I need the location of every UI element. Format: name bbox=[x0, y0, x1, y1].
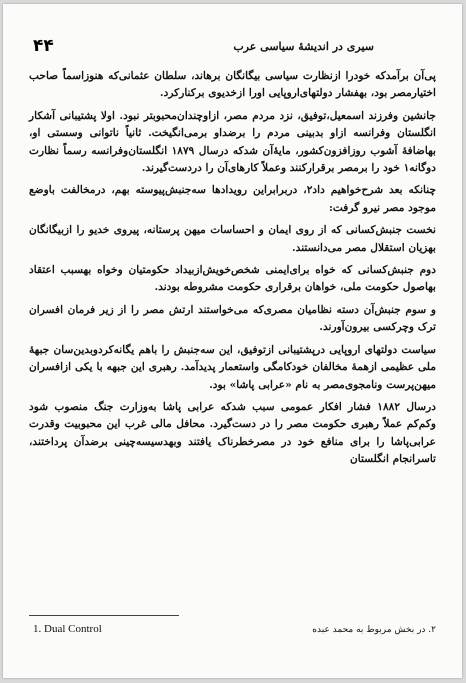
footnote-2: ۲. در بخش مربوط به محمد عبده bbox=[312, 625, 436, 635]
paragraph: نخست جنبش‌کسانی که از روی ایمان و احساسات میهن‌ پرستانه، پیروی خدیو را ازبیگانگان بهزیان استقلال مصر می‌دانستند. bbox=[29, 224, 436, 254]
paragraph: چنانکه بعد شرح‌خواهیم داد۲، دربرابراین رویدادها سه‌جنبش‌پیوسته بهم، درمخالفت باوضع موجود مصر نیرو گرفت: bbox=[29, 184, 437, 214]
paragraph: دوم جنبش‌کسانی که خواه برای‌ایمنی شخص‌خویش‌ازبیداد حکومتیان وخواه بهسبب اعتقاد بهاصول حکومت ملی، خواهان برقراری حکومت مشروطه بودند. bbox=[29, 264, 436, 294]
page-number: ۴۴ bbox=[33, 36, 54, 56]
running-title: سیری در اندیشهٔ سیاسی عرب bbox=[233, 40, 374, 53]
paragraph: جانشین وفرزند اسمعیل،توفیق، نزد مردم مصر، ازاوچندان‌محبوبتر نبود. اولا پشتیبانی آشکار انگلستان وفرانسه ازاو بدبینی مردم را برضداو برمی‌انگیخت. ثانیاً ناتوانی وسستی او، بهاضافهٔ آشوب روزافزون‌کشور، مایهٔ‌آن شدکه درسال ۱۸۷۹ انگلستان‌وفرانسه رسماً نظارت دوگانه‌۱ خود را برمصر برقرارکنند وعملاً کارهای‌آن را دردست‌گیرند. bbox=[29, 109, 436, 175]
paragraph: و سوم جنبش‌آن دسته نظامیان مصری‌که می‌خواستند ارتش مصر را از زیر فرمان افسران ترک وچرکسی بیرون‌آورند. bbox=[29, 303, 436, 334]
footnote-divider bbox=[29, 615, 179, 616]
paragraph: سیاست دولتهای اروپایی درپشتیبانی ازتوفیق، این سه‌جنبش را باهم یگانه‌کردوبدین‌سان جبههٔ ملی عظیمی ازهمهٔ مخالفان خودکامگی واستعمار پدیدآمد. رهبری این جبهه با یکی ازافسران میهن‌پرست ونامجوی‌مصر به نام «عرابی پاشا» بود. bbox=[29, 343, 436, 391]
paragraph: پی‌آن برآمدکه خودرا ازنظارت سیاسی بیگانگان برهاند، سلطان عثمانی‌که هنوزاسماً صاحب اختیارمصر بود، بهفشار دولتهای‌اروپایی اورا ازخدیوی برکنارکرد. bbox=[29, 70, 436, 100]
page-header bbox=[29, 36, 436, 58]
footnote-1: 1. Dual Control bbox=[33, 623, 102, 635]
paragraph: درسال ۱۸۸۲ فشار افکار عمومی سبب شدکه عرابی پاشا به‌وزارت جنگ منصوب شود وکم‌کم عملاً رهبری حکومت مصر را در دست‌گیرد. محافل مالی غرب این محبوبیت وقدرت عرابی‌پاشا را برای منافع خود در مصرخطرناک یافتند وبهدسیسه‌چینی برضدآن پرداختند، تاسرانجام انگلستان bbox=[29, 400, 436, 466]
body-text bbox=[29, 68, 436, 474]
document-page bbox=[3, 4, 462, 678]
